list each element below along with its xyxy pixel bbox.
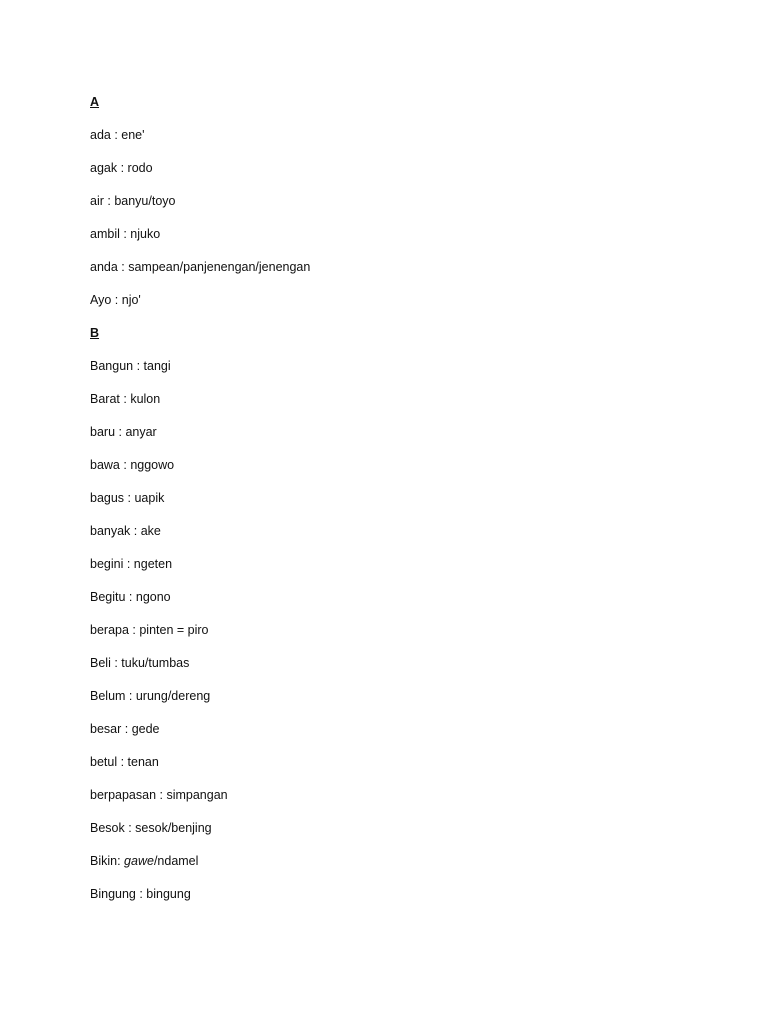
entry-translation: ene': [121, 128, 145, 142]
entry-separator: :: [115, 425, 126, 439]
entry-separator: :: [119, 227, 131, 241]
entry-separator: :: [117, 755, 128, 769]
section-heading-b: B: [90, 326, 100, 340]
section-heading-a: A: [90, 95, 100, 109]
entry-separator: :: [124, 491, 135, 505]
entry-ayo: [90, 291, 710, 324]
entry-word: betul: [90, 755, 118, 769]
entry-separator: :: [125, 689, 136, 703]
entry-word: bagus: [90, 491, 125, 505]
entry-separator: :: [121, 722, 132, 736]
entry-translation: nggowo: [130, 458, 175, 472]
entry-separator: :: [103, 194, 115, 208]
entry-word: Bingung: [90, 887, 136, 901]
entry-translation: uapik: [134, 491, 165, 505]
entry-word: air: [90, 194, 104, 208]
entry-translation: ngeten: [133, 557, 173, 571]
entry-separator: :: [133, 359, 144, 373]
entry-translation: simpangan: [166, 788, 228, 802]
entry-translation: anyar: [125, 425, 157, 439]
entry-separator: :: [130, 524, 141, 538]
entry-translation: pinten = piro: [139, 623, 209, 637]
entry-separator: :: [110, 656, 122, 670]
entry-word: berpapasan: [90, 788, 157, 802]
entry-translation: ngono: [135, 590, 171, 604]
entry-separator: :: [119, 392, 131, 406]
entry-word: begini: [90, 557, 124, 571]
entry-translation: njuko: [130, 227, 161, 241]
dictionary-page: [90, 93, 710, 918]
entry-translation: ake: [140, 524, 161, 538]
entry-separator: :: [156, 788, 167, 802]
entry-separator: :: [125, 590, 136, 604]
entry-translation: tenan: [127, 755, 159, 769]
entry-word: Bangun: [90, 359, 134, 373]
entry-translation: banyu/toyo: [114, 194, 176, 208]
entry-anda: [90, 258, 710, 291]
entry-translation: gede: [131, 722, 160, 736]
entry-translation: njo': [121, 293, 141, 307]
entry-translation: sampean/panjenengan/jenengan: [128, 260, 311, 274]
entry-word: baru: [90, 425, 116, 439]
entry-word: Ayo: [90, 293, 112, 307]
entry-word: Besok: [90, 821, 125, 835]
entry-beli: [90, 654, 710, 687]
entry-bingung: [90, 885, 710, 918]
entry-separator: :: [111, 293, 122, 307]
entry-separator: :: [128, 623, 140, 637]
entry-word: anda: [90, 260, 118, 274]
entry-word: Bikin: [90, 854, 118, 868]
entry-separator: :: [117, 260, 129, 274]
entry-bangun: [90, 357, 710, 390]
entry-air: [90, 192, 710, 225]
entry-separator: :: [117, 854, 125, 868]
entry-separator: :: [110, 128, 122, 142]
entry-word: ambil: [90, 227, 120, 241]
entry-translation: /ndamel: [153, 854, 199, 868]
entry-bawa: [90, 456, 710, 489]
entry-berapa: [90, 621, 710, 654]
entry-belum: [90, 687, 710, 720]
entry-separator: :: [117, 161, 128, 175]
entry-ada: [90, 126, 710, 159]
entry-translation: kulon: [130, 392, 161, 406]
entry-separator: :: [119, 458, 131, 472]
entry-separator: :: [123, 557, 134, 571]
entry-translation: tangi: [143, 359, 171, 373]
entry-baru: [90, 423, 710, 456]
entry-banyak: [90, 522, 710, 555]
entry-word: bawa: [90, 458, 120, 472]
entry-word: banyak: [90, 524, 131, 538]
entry-word: ada: [90, 128, 111, 142]
entry-begitu: [90, 588, 710, 621]
entry-bagus: [90, 489, 710, 522]
entry-translation: urung/dereng: [135, 689, 211, 703]
entry-translation: bingung: [146, 887, 191, 901]
entry-agak: [90, 159, 710, 192]
entry-bikin: [90, 852, 710, 885]
entry-word: berapa: [90, 623, 129, 637]
entry-word: Beli: [90, 656, 111, 670]
entry-translation: rodo: [127, 161, 153, 175]
entry-translation: sesok/benjing: [135, 821, 212, 835]
entry-word: besar: [90, 722, 122, 736]
entry-berpapasan: [90, 786, 710, 819]
entry-besar: [90, 720, 710, 753]
entry-begini: [90, 555, 710, 588]
entry-barat: [90, 390, 710, 423]
entry-word: Belum: [90, 689, 126, 703]
entry-separator: :: [135, 887, 147, 901]
entry-translation: tuku/tumbas: [121, 656, 190, 670]
entry-betul: [90, 753, 710, 786]
entry-word: agak: [90, 161, 118, 175]
entry-word: Barat: [90, 392, 120, 406]
entry-word: Begitu: [90, 590, 126, 604]
entry-ambil: [90, 225, 710, 258]
entry-separator: :: [124, 821, 136, 835]
entry-translation-italic: gawe: [124, 854, 154, 868]
entry-besok: [90, 819, 710, 852]
